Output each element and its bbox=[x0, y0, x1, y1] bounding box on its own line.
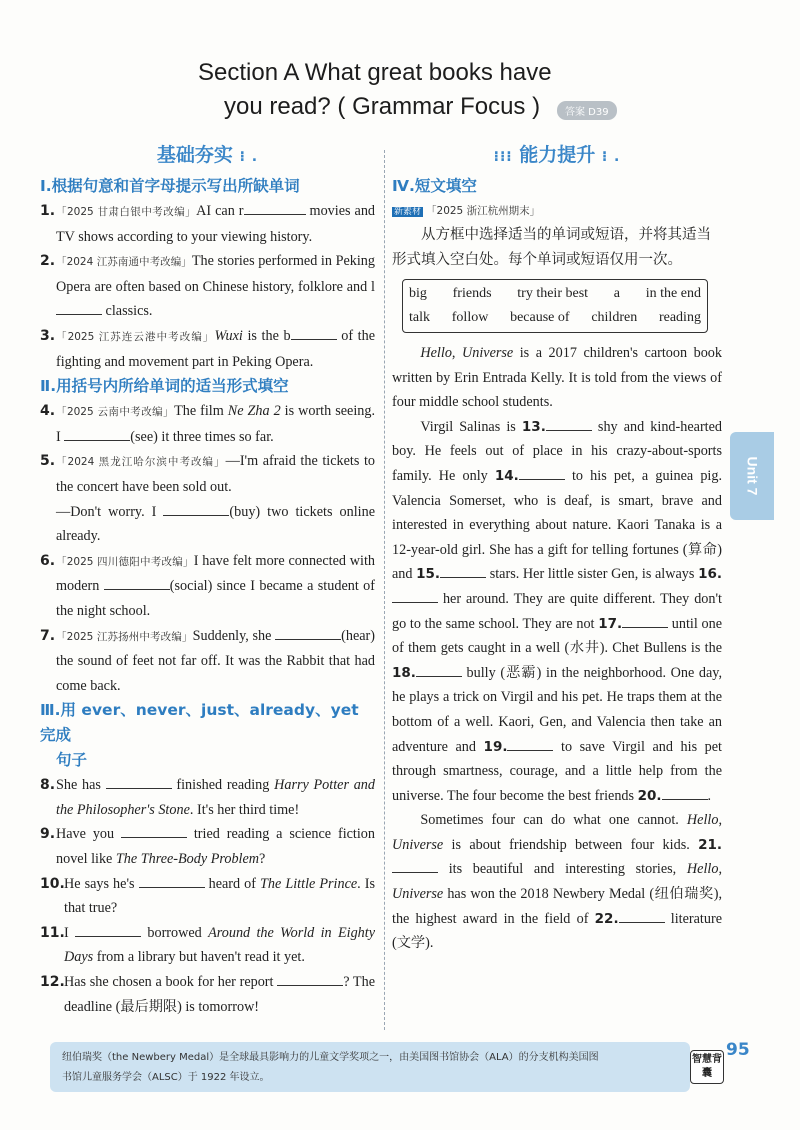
question-number: 5. bbox=[40, 453, 56, 470]
answer-blank[interactable] bbox=[440, 563, 486, 578]
question-italic: Wuxi bbox=[214, 327, 243, 344]
answer-blank[interactable] bbox=[277, 971, 343, 986]
word-option: friends bbox=[452, 286, 492, 301]
answer-blank[interactable] bbox=[56, 300, 102, 315]
question-source: 「2025 四川德阳中考改编」 bbox=[56, 555, 194, 568]
word-option: big bbox=[409, 286, 427, 301]
gap-number: 18. bbox=[392, 664, 416, 681]
answer-blank[interactable] bbox=[392, 858, 438, 873]
question-text: is worth seeing. I bbox=[56, 403, 375, 445]
passage-paragraph-3: Sometimes four can do what one cannot. Hello, Universe is about friendship between four kids. 21. its beautiful and interesting stories, Hello, Universe has won the 2018 Newbery Medal (纽伯瑞奖), the highest award in the field of 22. literature (文学). bbox=[392, 812, 722, 952]
question-text: The film bbox=[174, 403, 228, 420]
page-number: 95 bbox=[726, 1040, 750, 1060]
left-column bbox=[40, 140, 375, 1019]
question-number: 3. bbox=[40, 327, 56, 344]
question-5 bbox=[40, 449, 375, 548]
answer-blank[interactable] bbox=[619, 908, 665, 923]
passage-text: has won the 2018 Newbery Medal (纽伯瑞奖), the highest award in the field of bbox=[392, 886, 722, 927]
gap-number: 19. bbox=[483, 738, 508, 755]
question-text: is the b bbox=[242, 327, 291, 344]
answer-blank[interactable] bbox=[416, 662, 462, 677]
advanced-banner bbox=[392, 140, 722, 170]
question-10 bbox=[40, 872, 375, 921]
question-number: 12. bbox=[40, 974, 65, 991]
question-7 bbox=[40, 624, 375, 699]
gap-number: 13. bbox=[521, 418, 546, 435]
answer-blank[interactable] bbox=[546, 416, 592, 431]
question-source: 「2024 江苏南通中考改编」 bbox=[56, 256, 192, 269]
book-title: Universe bbox=[392, 836, 444, 853]
question-italic: The Little Prince bbox=[260, 875, 358, 892]
answer-blank[interactable] bbox=[275, 625, 341, 640]
basic-banner bbox=[40, 140, 375, 170]
answer-blank[interactable] bbox=[244, 200, 306, 215]
answer-blank[interactable] bbox=[139, 873, 205, 888]
instruction-text: 从方框中选择适当的单词或短语，并将其适当形式填入空白处。每个单词或短语仅用一次。 bbox=[392, 227, 711, 268]
passage-text: to save Virgil and his pet through smartness, courage, and a little help from the universe. The four become the best friends bbox=[392, 738, 722, 804]
section-3-heading-b: 句子 bbox=[56, 751, 88, 770]
question-number: 9. bbox=[40, 826, 56, 843]
gap-number: 17. bbox=[598, 615, 623, 632]
word-option: in the end bbox=[645, 286, 701, 301]
word-option: because of bbox=[510, 310, 570, 325]
answer-blank[interactable] bbox=[121, 823, 187, 838]
question-2 bbox=[40, 249, 375, 324]
section-2-heading: Ⅱ.用括号内所给单词的适当形式填空 bbox=[40, 377, 289, 396]
passage-text: . bbox=[707, 787, 712, 804]
word-option: reading bbox=[658, 310, 701, 325]
passage-text: Sometimes four can do what one cannot. bbox=[420, 812, 687, 829]
passage-text: her around. They are quite different. They don't go to the same school. They are not bbox=[392, 590, 722, 632]
section-4-heading: Ⅳ.短文填空 bbox=[392, 177, 477, 195]
answer-blank[interactable] bbox=[104, 575, 170, 590]
question-4 bbox=[40, 399, 375, 449]
question-number: 1. bbox=[40, 203, 56, 219]
question-text: He says he's bbox=[64, 875, 139, 892]
question-text: I have felt more connected with modern bbox=[56, 552, 375, 595]
word-option: a bbox=[613, 286, 621, 301]
unit-side-tab bbox=[730, 432, 774, 520]
column-divider bbox=[384, 150, 385, 1030]
question-text: . It's her third time! bbox=[189, 801, 300, 818]
question-italic: Around the World in Eighty Days bbox=[64, 924, 376, 966]
answer-blank[interactable] bbox=[507, 736, 553, 751]
question-text: Have you bbox=[56, 826, 121, 843]
passage-text: until one of them gets caught in a well (水井). Chet Bullens is the bbox=[392, 615, 722, 657]
banner-dots-trailing: ⁝ . bbox=[601, 149, 621, 165]
question-number: 7. bbox=[40, 627, 56, 644]
question-number: 11. bbox=[40, 924, 65, 941]
question-source: 「2024 黑龙江哈尔滨中考改编」 bbox=[56, 456, 226, 469]
question-number: 8. bbox=[40, 777, 56, 794]
banner-dots: ⁝ . bbox=[239, 149, 259, 165]
question-number: 10. bbox=[40, 875, 65, 892]
answer-blank[interactable] bbox=[106, 774, 172, 789]
question-text: (social) since I became a student of the night school. bbox=[56, 578, 375, 619]
gap-number: 15. bbox=[416, 566, 441, 583]
page-title-line1: Section A What great books have bbox=[198, 59, 552, 86]
section-3-heading bbox=[40, 698, 375, 773]
unit-label: Unit 7 bbox=[743, 456, 760, 496]
book-title: Universe bbox=[462, 345, 514, 361]
passage-text: is about friendship between four kids. bbox=[443, 836, 699, 853]
word-row bbox=[409, 306, 701, 330]
section-3-heading-a: Ⅲ.用 ever、never、just、already、yet 完成 bbox=[40, 701, 359, 745]
question-text: Has she chosen a book for her report bbox=[64, 974, 278, 991]
word-row bbox=[409, 282, 701, 306]
wisdom-logo: 智慧背囊 bbox=[690, 1050, 724, 1084]
question-source: 「2025 浙江杭州期末」 bbox=[426, 205, 541, 217]
word-option: children bbox=[591, 310, 638, 325]
section-1-heading: Ⅰ.根据句意和首字母提示写出所缺单词 bbox=[40, 177, 300, 195]
question-text: She has bbox=[56, 777, 106, 794]
question-italic: The Three-Body Problem bbox=[115, 851, 260, 868]
question-text: tried reading a science fiction novel like bbox=[56, 826, 375, 868]
question-number: 6. bbox=[40, 552, 56, 569]
page-title-line2: you read? ( Grammar Focus ) bbox=[224, 93, 541, 120]
question-3 bbox=[40, 324, 375, 374]
passage-text: is a 2017 children's cartoon book written by Erin Entrada Kelly. It is told from the views of four middle school students. bbox=[392, 345, 722, 411]
question-text: The stories performed in Peking Opera are often based on Chinese history, folklore and l bbox=[56, 253, 375, 295]
footer-line-1: 纽伯瑞奖（the Newbery Medal）是全球最具影响力的儿童文学奖项之一，由美国图书馆协会（ALA）的分支机构美国图 bbox=[62, 1052, 599, 1063]
question-8 bbox=[40, 773, 375, 822]
gap-number: 16. bbox=[698, 566, 722, 583]
answer-blank[interactable] bbox=[662, 785, 708, 800]
question-11 bbox=[40, 921, 375, 970]
question-text: classics. bbox=[102, 303, 153, 320]
answer-reference-badge: 答案 D39 bbox=[557, 101, 617, 120]
passage-text: Virgil Salinas is bbox=[420, 418, 522, 435]
passage-paragraph-2 bbox=[392, 415, 722, 809]
gap-number: 14. bbox=[494, 467, 519, 484]
question-text: finished reading bbox=[171, 777, 275, 794]
question-text: AI can r bbox=[196, 203, 244, 219]
gap-number: 20. bbox=[637, 787, 662, 804]
passage-text: literature (文学). bbox=[392, 910, 722, 952]
question-text: ? bbox=[259, 851, 266, 868]
answer-blank[interactable] bbox=[392, 588, 438, 603]
question-source: 「2025 云南中考改编」 bbox=[56, 406, 175, 419]
word-option: talk bbox=[409, 310, 430, 325]
passage-text: shy and kind-hearted boy. He feels out of place in his crazy-about-sports family. He only bbox=[392, 418, 722, 484]
question-text: of the fighting and movement part in Peking Opera. bbox=[56, 327, 376, 370]
answer-blank[interactable] bbox=[64, 426, 130, 441]
gap-number: 22. bbox=[594, 910, 619, 927]
passage-paragraph-1: Hello, Universe is a 2017 children's cartoon book written by Erin Entrada Kelly. It is told from the views of four middle school students. bbox=[392, 345, 722, 411]
question-12 bbox=[40, 970, 375, 1019]
answer-blank[interactable] bbox=[622, 613, 668, 628]
question-text: —I'm afraid the tickets to the concert have been sold out. bbox=[56, 453, 375, 495]
question-text: ? The deadline (最后期限) is tomorrow! bbox=[64, 974, 375, 1015]
question-source: 「2025 甘肃白银中考改编」 bbox=[56, 206, 197, 218]
advanced-banner-label: 能力提升 bbox=[519, 144, 596, 166]
passage-text: to his pet, a guinea pig. Valencia Somerset, who is deaf, is smart, brave and interested in everything about nature. Kaori Tanaka is a 12-year-old girl. She has a gift for telling fortunes (算命) and bbox=[392, 467, 722, 583]
answer-blank[interactable] bbox=[291, 325, 337, 340]
question-text: I bbox=[64, 924, 76, 941]
question-number: 2. bbox=[40, 253, 56, 270]
passage-text: its beautiful and interesting stories, bbox=[438, 861, 687, 878]
question-text: Suddenly, she bbox=[192, 627, 276, 644]
new-material-tag: 新素材 bbox=[394, 207, 422, 217]
answer-blank[interactable] bbox=[163, 501, 229, 516]
question-6 bbox=[40, 549, 375, 624]
question-source: 「2025 江苏扬州中考改编」 bbox=[56, 630, 193, 643]
book-title: Hello bbox=[420, 345, 452, 361]
book-title: Hello bbox=[686, 861, 719, 878]
question-text: . Is that true? bbox=[64, 875, 376, 917]
question-text: (buy) two tickets online already. bbox=[56, 503, 375, 545]
question-text: (hear) the sound of feet not far off. It was the Rabbit that had come back. bbox=[56, 627, 375, 694]
question-source: 「2025 江苏连云港中考改编」 bbox=[56, 330, 215, 343]
question-9 bbox=[40, 822, 375, 871]
footer-line-2: 书馆儿童服务学会（ALSC）于 1922 年设立。 bbox=[62, 1072, 270, 1083]
passage-text: bully (恶霸) in the neighborhood. One day, he plays a trick on Virgil and his pet. He traps them at the bottom of a well. Kaori, Gen, and Valencia then take an adventure and bbox=[392, 664, 722, 755]
gap-number: 21. bbox=[698, 836, 722, 853]
question-text: movies and TV shows according to your viewing history. bbox=[56, 203, 376, 245]
book-title: Universe bbox=[392, 886, 444, 903]
answer-blank[interactable] bbox=[75, 922, 141, 937]
question-1 bbox=[40, 199, 375, 249]
word-box bbox=[402, 279, 708, 333]
section-4-source bbox=[392, 199, 722, 223]
question-text: from a library but haven't read it yet. bbox=[93, 949, 305, 966]
footer-note bbox=[50, 1042, 690, 1092]
word-option: follow bbox=[451, 310, 489, 325]
question-italic: Ne Zha 2 bbox=[227, 403, 281, 420]
word-option: try their best bbox=[517, 286, 589, 301]
question-text: borrowed bbox=[141, 924, 209, 941]
question-italic: Harry Potter and the Philosopher's Stone bbox=[56, 777, 375, 818]
right-column bbox=[392, 140, 722, 956]
answer-blank[interactable] bbox=[519, 465, 565, 480]
question-text: heard of bbox=[204, 875, 261, 892]
book-title: Hello bbox=[686, 812, 719, 829]
basic-banner-label: 基础夯实 bbox=[156, 144, 233, 166]
question-text: —Don't worry. I bbox=[56, 503, 164, 520]
passage-text: stars. Her little sister Gen, is always bbox=[486, 566, 699, 583]
banner-dots: ⁝⁝⁝ bbox=[493, 149, 513, 165]
question-number: 4. bbox=[40, 403, 56, 420]
question-text: (see) it three times so far. bbox=[130, 428, 274, 445]
